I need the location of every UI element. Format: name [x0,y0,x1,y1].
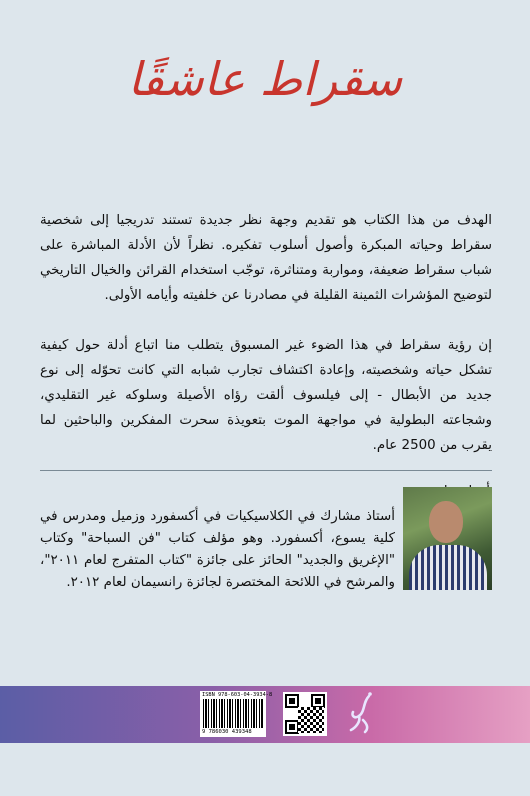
description-paragraph-1: الهدف من هذا الكتاب هو تقديم وجهة نظر جديدة تستند تدريجيا إلى شخصية سقراط وحياته المبكرة وأصول أسلوب تفكيره. نظراً لأن الأدلة المباشرة على شباب سقراط ضعيفة، ومواربة ومتناثرة، توجّب استخدام القرائن والخيال التاريخي لتوضيح المؤشرات الثمينة القليلة في مصادرنا عن خلفيته وأيامه الأولى. [40,213,492,303]
author-photo-head [429,501,463,543]
book-title: سقراط عاشقًا [127,52,403,106]
isbn-barcode [200,691,273,737]
author-photo-shirt [409,545,487,590]
publisher-logo-icon [345,690,377,738]
isbn-label: ISBN 978-603-04-3934-8 [202,692,273,698]
author-bio: أستاذ مشارك في الكلاسيكيات في أكسفورد وزميل ومدرس في كلية يسوع، أكسفورد. وهو مؤلف كتاب "فن السباحة" وكتاب "الإغريق والجديد" الحائز على جائزة "كتاب المتفرج لعام ٢٠١١"، والمرشح في اللائحة المختصرة لجائزة رانسيمان لعام ٢٠١٢. [40,509,395,590]
barcode-digits: 9 786030 439348 [202,729,252,735]
barcode-bars [203,699,263,728]
description-paragraph-2: إن رؤية سقراط في هذا الضوء غير المسبوق يتطلب منا اتباع أدلة حول كيفية تشكل حياته وشخصيته، وإعادة اكتشاف تجارب شبابه التي كانت تحوّله إلى نوع جديد من الأبطال - إلى فيلسوف ألقت رؤاه الأصيلة وسلوكه غير التقليدي، وشجاعته البطولية في مواجهة الموت بتعويذة سحرت المفكرين والباحثين لما يقرب من 2500 عام. [40,338,492,453]
qr-code-icon [283,692,327,736]
divider [40,470,492,471]
author-photo [403,487,492,590]
